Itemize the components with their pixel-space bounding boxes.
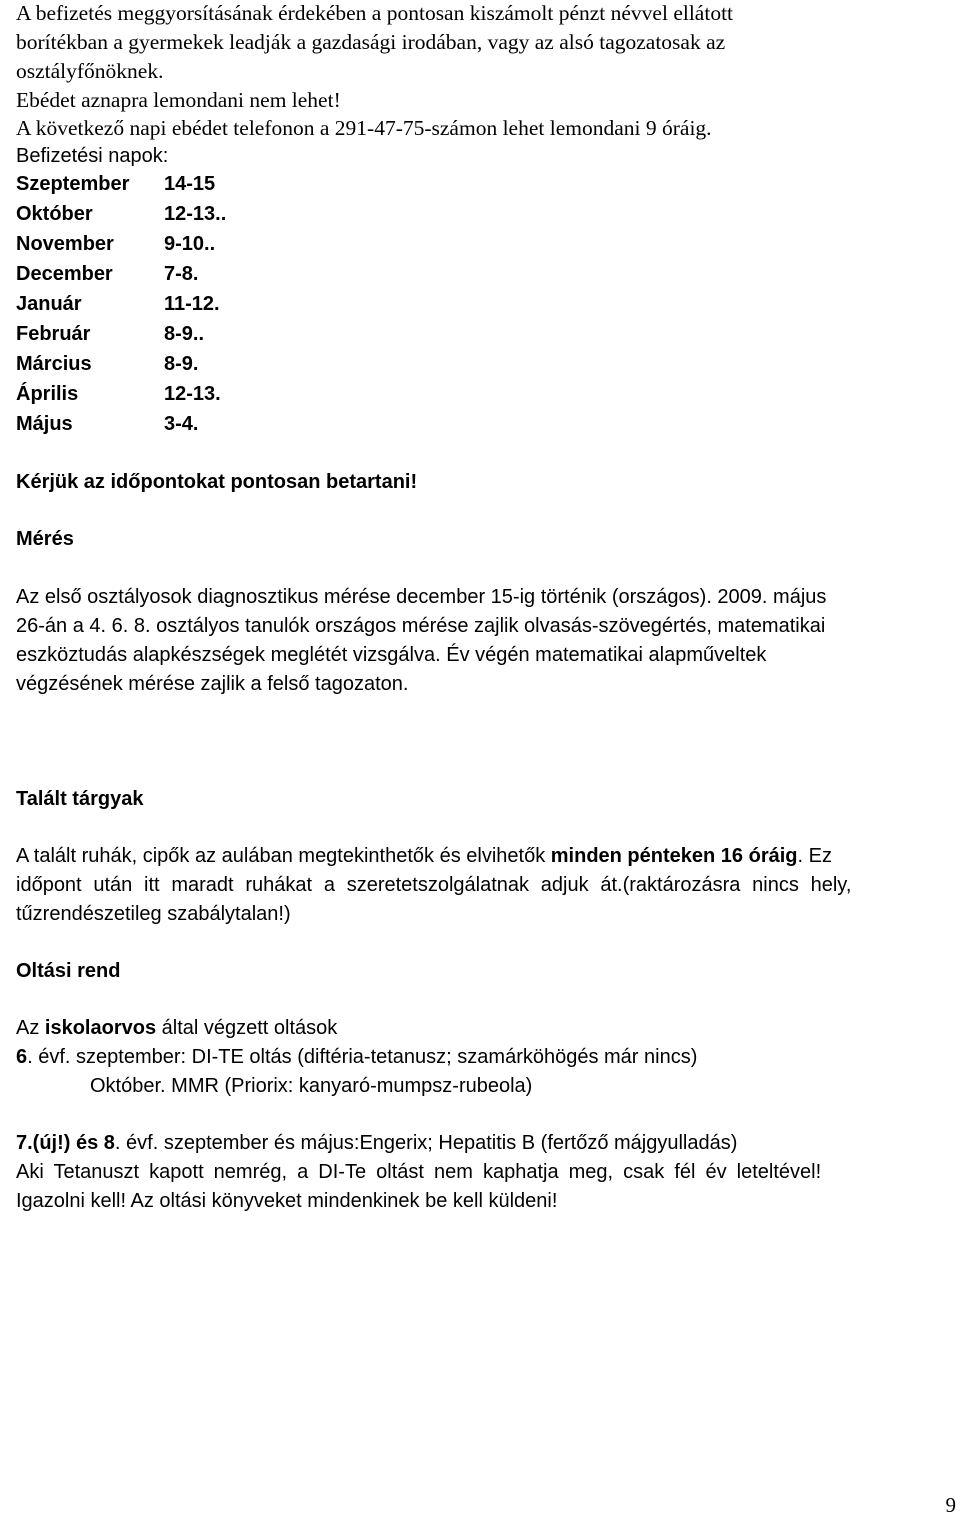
table-row xyxy=(16,319,246,349)
page-number: 9 xyxy=(945,1493,956,1517)
table-row xyxy=(16,289,246,319)
table-row xyxy=(16,199,246,229)
month-cell: Január xyxy=(16,292,82,315)
intro-line-5: A következő napi ebédet telefonon a 291-47-75-számon lehet lemondani 9 óráig. xyxy=(16,116,712,140)
talalt-line-2: időpont után itt maradt ruhákat a szeretetszolgálatnak adjuk át.(raktározásra nincs hely, xyxy=(16,874,852,896)
meres-heading: Mérés xyxy=(16,528,74,550)
table-row xyxy=(16,409,246,439)
oltas-text: . évf. szeptember: DI-TE oltás (diftéria-tetanusz; szamárköhögés már nincs) xyxy=(27,1046,698,1068)
month-cell: Március xyxy=(16,352,92,375)
meres-line-2: 26-án a 4. 6. 8. osztályos tanulók országos mérése zajlik olvasás-szövegértés, matematikai xyxy=(16,615,826,637)
intro-line-1: A befizetés meggyorsításának érdekében a pontosan kiszámolt pénzt névvel ellátott xyxy=(16,1,734,25)
table-row xyxy=(16,259,246,289)
talalt-heading: Talált tárgyak xyxy=(16,788,144,810)
days-cell: 14-15 xyxy=(164,172,216,195)
oltas-emphasis: iskolaorvos xyxy=(44,1017,157,1039)
grade-label: 6 xyxy=(16,1046,28,1068)
talalt-line-1 xyxy=(16,841,832,871)
oltas-text: . évf. szeptember és május:Engerix; Hepatitis B (fertőző májgyulladás) xyxy=(114,1132,738,1154)
oltas-heading: Oltási rend xyxy=(16,960,121,982)
month-cell: December xyxy=(16,262,113,285)
meres-line-3: eszköztudás alapkészségek meglétét vizsgálva. Év végén matematikai alapműveltek xyxy=(16,644,767,666)
days-cell: 7-8. xyxy=(164,262,199,285)
table-row xyxy=(16,349,246,379)
talalt-line-3: tűzrendészetileg szabálytalan!) xyxy=(16,903,291,925)
days-cell: 12-13. xyxy=(164,382,221,405)
intro-line-4: Ebédet aznapra lemondani nem lehet! xyxy=(16,88,341,112)
oltas-line-4 xyxy=(16,1128,737,1158)
talalt-text-end: . Ez xyxy=(797,845,832,867)
payment-days-table xyxy=(16,169,246,439)
grade-label: 7.(új!) és 8 xyxy=(16,1132,115,1154)
days-cell: 11-12. xyxy=(164,292,220,315)
month-cell: Február xyxy=(16,322,91,345)
days-cell: 12-13.. xyxy=(164,202,227,225)
days-cell: 8-9. xyxy=(164,352,199,375)
intro-line-2: borítékban a gyermekek leadják a gazdasági irodában, vagy az alsó tagozatosak az xyxy=(16,30,726,54)
days-cell: 8-9.. xyxy=(164,322,205,345)
intro-line-6: Befizetési napok: xyxy=(16,145,169,167)
oltas-line-5: Aki Tetanuszt kapott nemrég, a DI-Te oltást nem kaphatja meg, csak fél év leteltével! xyxy=(16,1161,822,1183)
oltas-text: Az xyxy=(16,1017,45,1039)
month-cell: Május xyxy=(16,412,73,435)
month-cell: Szeptember xyxy=(16,172,130,195)
month-cell: Április xyxy=(16,382,79,405)
talalt-text: A talált ruhák, cipők az aulában megtekinthetők és elvihetők xyxy=(16,845,551,867)
month-cell: November xyxy=(16,232,114,255)
oltas-line-3: Október. MMR (Priorix: kanyaró-mumpsz-rubeola) xyxy=(90,1075,533,1097)
days-cell: 3-4. xyxy=(164,412,199,435)
intro-line-3: osztályfőnöknek. xyxy=(16,59,164,83)
meres-line-1: Az első osztályosok diagnosztikus mérése december 15-ig történik (országos). 2009. május xyxy=(16,586,827,608)
oltas-line-1 xyxy=(16,1013,337,1043)
meres-line-4: végzésének mérése zajlik a felső tagozaton. xyxy=(16,673,409,695)
month-cell: Október xyxy=(16,202,93,225)
table-row xyxy=(16,169,246,199)
oltas-line-2 xyxy=(16,1042,697,1072)
table-row xyxy=(16,229,246,259)
talalt-emphasis: minden pénteken 16 óráig xyxy=(550,845,798,867)
oltas-text-end: által végzett oltások xyxy=(156,1017,338,1039)
table-row xyxy=(16,379,246,409)
days-cell: 9-10.. xyxy=(164,232,216,255)
oltas-line-6: Igazolni kell! Az oltási könyveket mindenkinek be kell küldeni! xyxy=(16,1190,558,1212)
notice-text: Kérjük az időpontokat pontosan betartani! xyxy=(16,471,418,493)
